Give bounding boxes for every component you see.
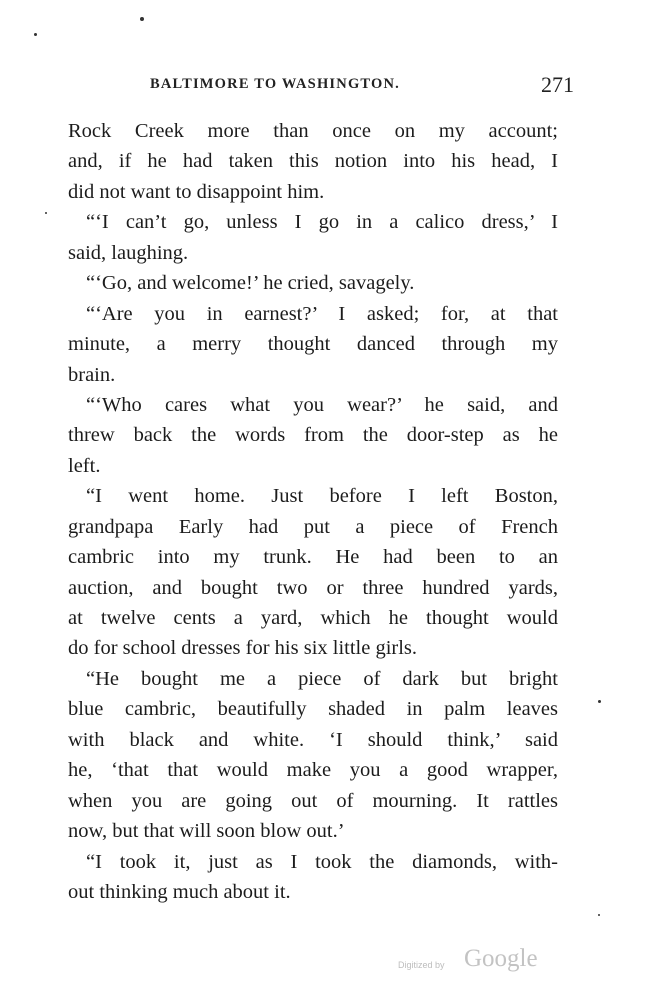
- text-line: grandpapa Early had put a piece of French: [68, 515, 558, 538]
- running-title: BALTIMORE TO WASHINGTON.: [150, 76, 401, 92]
- text-line: did not want to disappoint him.: [68, 180, 325, 203]
- text-line: brain.: [68, 363, 116, 386]
- text-line: do for school dresses for his six little girls.: [68, 637, 418, 660]
- text-line: “I took it, just as I took the diamonds, with-: [86, 850, 558, 873]
- text-line: “‘Are you in earnest?’ I asked; for, at that: [86, 302, 558, 325]
- text-line: now, but that will soon blow out.’: [68, 820, 345, 843]
- text-line: threw back the words from the door-step as he: [68, 424, 558, 447]
- body-text: [68, 116, 558, 907]
- text-line: blue cambric, beautifully shaded in palm leaves: [68, 698, 558, 721]
- text-line: minute, a merry thought danced through my: [68, 333, 558, 356]
- text-line: auction, and bought two or three hundred yards,: [68, 576, 558, 599]
- print-speck: [140, 17, 144, 21]
- text-line: and, if he had taken this notion into his head, I: [68, 150, 558, 173]
- text-line: said, laughing.: [68, 241, 189, 264]
- running-head: [150, 72, 574, 100]
- print-speck: [598, 914, 600, 916]
- google-logo: Google: [464, 945, 538, 972]
- text-line: “‘I can’t go, unless I go in a calico dress,’ I: [86, 211, 558, 234]
- page-number: 271: [541, 72, 574, 97]
- text-line: cambric into my trunk. He had been to an: [68, 546, 558, 569]
- text-line: with black and white. ‘I should think,’ said: [68, 728, 558, 751]
- text-line: Rock Creek more than once on my account;: [68, 120, 558, 142]
- text-line: “He bought me a piece of dark but bright: [86, 667, 558, 690]
- print-speck: [45, 212, 47, 214]
- text-line: when you are going out of mourning. It rattles: [68, 789, 558, 812]
- text-line: out thinking much about it.: [68, 880, 291, 903]
- text-line: “‘Go, and welcome!’ he cried, savagely.: [86, 272, 415, 295]
- google-watermark: [398, 940, 558, 980]
- text-line: at twelve cents a yard, which he thought would: [68, 607, 558, 629]
- text-line: he, ‘that that would make you a good wrapper,: [68, 759, 558, 782]
- text-line: left.: [68, 454, 101, 477]
- text-line: “I went home. Just before I left Boston,: [86, 485, 558, 508]
- print-speck: [34, 33, 37, 36]
- text-line: “‘Who cares what you wear?’ he said, and: [86, 393, 558, 416]
- digitized-label: Digitized by: [398, 960, 445, 970]
- print-speck: [598, 700, 601, 703]
